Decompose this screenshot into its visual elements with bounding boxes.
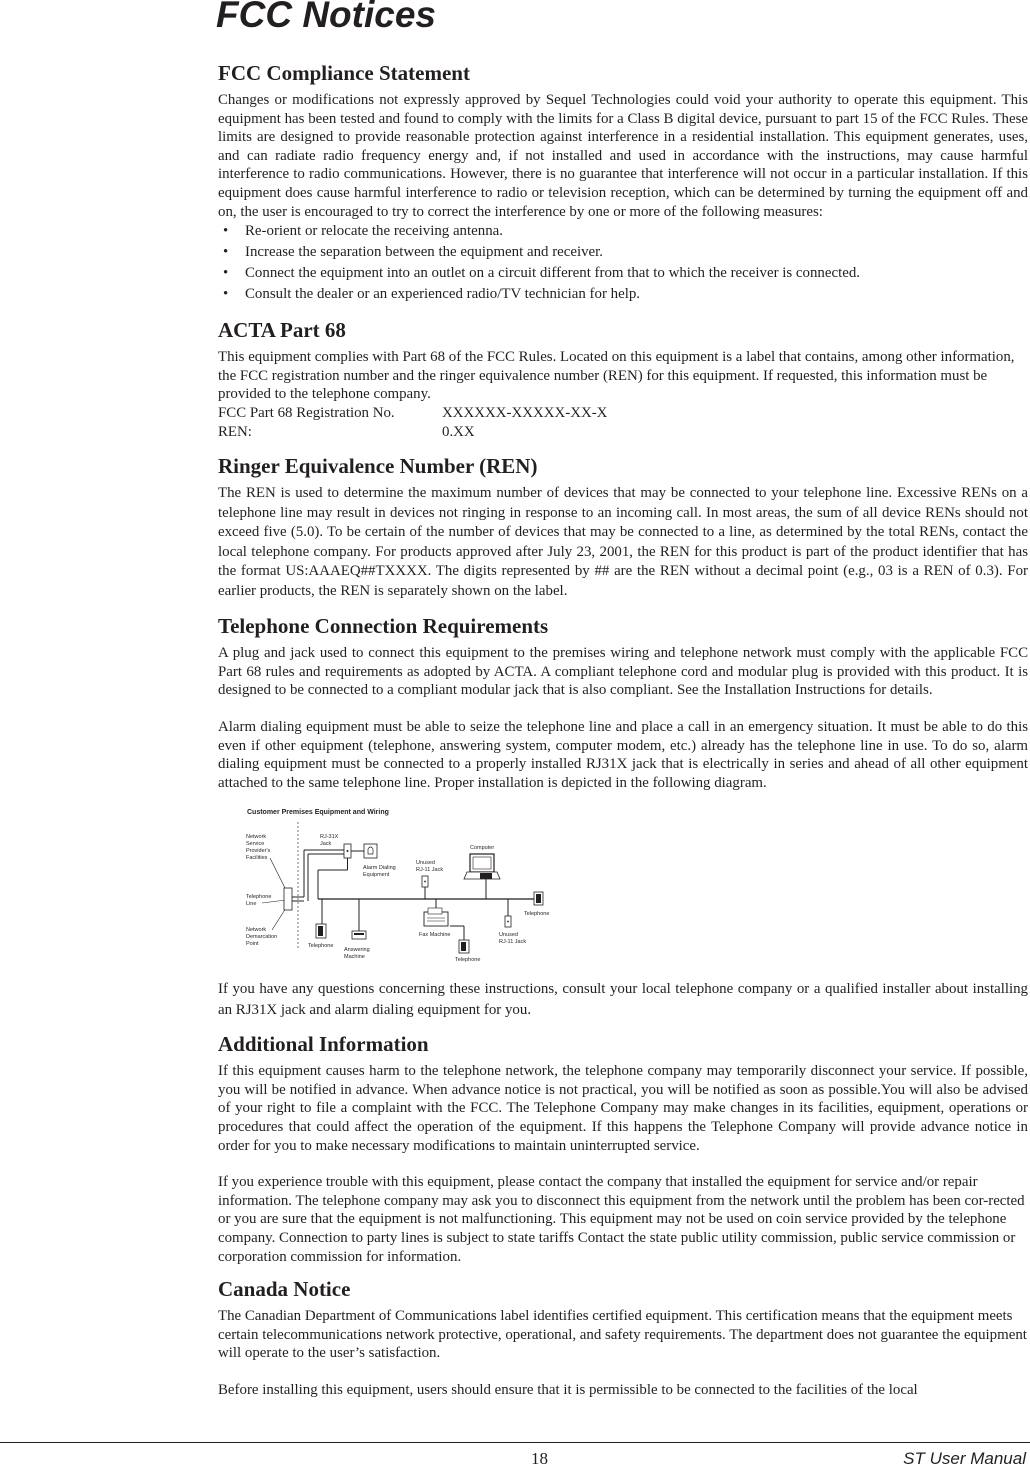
acta-section	[218, 317, 1028, 441]
ren-body: The REN is used to determine the maximum number of devices that may be connected to your telephone line. Excessive RENs on a telephone line may result in devices not ringing in response to an incoming call. In most areas, the sum of all device RENs should not exceed five (5.0). To be certain of the number of devices that may be connected to a line, as determined by the total RENs, contact the local telephone company. For products approved after July 23, 2001, the REN for this product is part of the product identifier that has the format US:AAAEQ##TXXXX. The digits represented by ## are the REN without a decimal point (e.g., 03 is a REN of 0.3). For earlier products, the REN is separately shown on the label.	[218, 485, 1028, 599]
registration-label: FCC Part 68 Registration No.	[218, 404, 395, 421]
additional-para-2: If you experience trouble with this equipment, please contact the company that installed the equipment for service and/or repair information. The telephone company may ask you to disconnect this equipment from the network until the problem has been cor-rected or you are sure that the equipment is not malfunctioning. This equipment may not be used on coin service provided by the telephone company. Connection to party lines is subject to state tariffs Contact the state public utility commission, public service commission or corporation commission for information.	[218, 1174, 1025, 1265]
ren-row	[218, 423, 1028, 442]
rj31x-label-1: RJ-31X	[320, 834, 339, 841]
answering-machine-slot	[354, 933, 364, 935]
canada-para-2: Before installing this equipment, users should ensure that it is permissible to be connected to the facilities of the local	[218, 1382, 918, 1398]
fax-paper	[428, 908, 442, 914]
bullet-icon: •	[223, 223, 229, 240]
answering-label-1: Answering	[344, 947, 370, 954]
telephone-bottom-label: Telephone	[455, 957, 481, 964]
telephone-section	[218, 613, 1028, 1021]
page-title: FCC Notices	[216, 0, 436, 35]
telline-label-2: Line	[246, 901, 257, 908]
list-item-text: Increase the separation between the equipment and receiver.	[245, 244, 604, 261]
demarcation-box	[284, 888, 292, 910]
fcc-compliance-heading: FCC Compliance Statement	[218, 61, 470, 85]
list-item-text: Re-orient or relocate the receiving antenna.	[245, 223, 503, 240]
demarc-label-2: Demarcation	[246, 934, 278, 941]
jack-pin	[424, 881, 426, 883]
document-body	[218, 60, 1028, 1400]
jack-pin	[347, 850, 349, 852]
demarc-label-1: Network	[246, 927, 267, 934]
canada-heading: Canada Notice	[218, 1277, 351, 1302]
nsp-label-2: Service	[246, 841, 265, 848]
telephone-para-3: If you have any questions concerning these instructions, consult your local telephone company or a qualified installer about installing an RJ31X jack and alarm dialing equipment for you.	[218, 981, 1028, 1019]
telephone-para-2: Alarm dialing equipment must be able to seize the telephone line and place a call in an emergency situation. It must be able to do this even if other equipment (telephone, answering system, computer modem, etc.) already has the telephone line in use. To do so, alarm dialing equipment must be connected to a properly installed RJ31X jack that is electrically in series and ahead of all other equipment attached to the same telephone line. Proper installation is depicted in the following diagram.	[218, 718, 1028, 791]
wiring-diagram	[218, 800, 568, 965]
unused-jack-2-label-1: Unused	[499, 932, 518, 939]
alarm-label-2: Equipment	[363, 872, 390, 879]
handset	[536, 894, 541, 903]
list-item	[218, 263, 1028, 284]
bullet-icon: •	[223, 265, 229, 282]
list-item-text: Connect the equipment into an outlet on a circuit different from that to which the receiver is connected.	[245, 265, 860, 282]
computer-label: Computer	[470, 845, 495, 852]
nsp-label-1: Network	[246, 834, 267, 841]
acta-heading: ACTA Part 68	[218, 318, 346, 343]
telephone-right-label: Telephone	[524, 911, 550, 918]
leader-line	[270, 858, 286, 890]
interference-measures-list	[218, 221, 1028, 305]
additional-para-1: If this equipment causes harm to the telephone network, the telephone company may temporarily disconnect your service. If possible, you will be notified in advance. When advance notice is not practical, you will be notified as soon as possible.You will also be advised of your right to file a complaint with the FCC. The Telephone Company may make changes in its facilities, equipment, operations or procedures that could affect the operation of the equipment. If this happens the Telephone Company will provide advance notice in order for you to make necessary modifications to maintain uninterrupted service.	[218, 1063, 1028, 1154]
manual-name: ST User Manual	[903, 1449, 1026, 1468]
additional-section	[218, 1031, 1028, 1266]
answering-label-2: Machine	[344, 954, 365, 961]
computer-screen	[473, 857, 491, 869]
computer-base	[480, 873, 492, 879]
list-item	[218, 242, 1028, 263]
footer-divider	[0, 1442, 1030, 1443]
unused-jack-2-label-2: RJ-11 Jack	[499, 939, 527, 946]
handset	[461, 942, 466, 951]
diagram-title: Customer Premises Equipment and Wiring	[247, 809, 389, 817]
bullet-icon: •	[223, 286, 229, 303]
fax-label: Fax Machine	[419, 932, 451, 939]
unused-jack-1-label-1: Unused	[416, 860, 435, 867]
alarm-dialer-icon	[364, 844, 377, 858]
ren-section	[218, 453, 1028, 601]
unused-jack-1-label-2: RJ-11 Jack	[416, 867, 444, 874]
fcc-compliance-section	[218, 60, 1028, 305]
jack-pin	[507, 921, 509, 923]
leader-line	[272, 908, 286, 930]
telephone-para-1: A plug and jack used to connect this equipment to the premises wiring and telephone network must comply with the applicable FCC Part 68 rules and requirements as adopted by ACTA. A compliant telephone cord and modular plug is provided with this product. It is designed to be connected to a compliant modular jack that is also compliant. See the Installation Instructions for details.	[218, 645, 1028, 699]
demarc-label-3: Point	[246, 941, 259, 948]
alarm-label-1: Alarm Dialing	[363, 865, 396, 872]
list-item-text: Consult the dealer or an experienced radio/TV technician for help.	[245, 286, 641, 303]
leader-line	[262, 900, 286, 903]
registration-row	[218, 404, 1028, 423]
ren-heading: Ringer Equivalence Number (REN)	[218, 454, 538, 479]
ren-value: 0.XX	[442, 423, 475, 440]
bullet-icon: •	[223, 244, 229, 261]
page-number: 18	[531, 1449, 548, 1468]
rj31x-label-2: Jack	[320, 841, 332, 848]
list-item	[218, 284, 1028, 305]
handset	[318, 926, 323, 936]
list-item	[218, 221, 1028, 242]
canada-section	[218, 1276, 1028, 1399]
registration-value: XXXXXX-XXXXX-XX-X	[442, 404, 608, 421]
acta-body: This equipment complies with Part 68 of the FCC Rules. Located on this equipment is a label that contains, among other information, the FCC registration number and the ringer equivalence number (REN) for this equipment. If requested, this information must be provided to the telephone company.	[218, 349, 1015, 403]
telephone-left-label: Telephone	[308, 943, 334, 950]
nsp-label-4: Facilities	[246, 855, 268, 862]
telline-label-1: Telephone	[246, 894, 272, 901]
telephone-heading: Telephone Connection Requirements	[218, 614, 549, 639]
nsp-label-3: Provider's	[246, 848, 271, 855]
canada-para-1: The Canadian Department of Communications label identifies certified equipment. This certification means that the equipment meets certain telecommunications network protective, operational, and safety requirements. The department does not guarantee the equipment will operate to the user’s satisfaction.	[218, 1308, 1027, 1362]
fcc-compliance-body: Changes or modifications not expressly approved by Sequel Technologies could void your authority to operate this equipment. This equipment has been tested and found to comply with the limits for a Class B digital device, pursuant to part 15 of the FCC Rules. These limits are designed to provide reasonable protection against interference in a residential installation. This equipment generates, uses, and can radiate radio frequency energy and, if not installed and used in accordance with the instructions, may cause harmful interference to radio communications. However, there is no guarantee that interference will not occur in a particular installation. If this equipment does cause harmful interference to radio or television reception, which can be determined by turning the equipment off and on, the user is encouraged to try to correct the interference by one or more of the following measures:	[218, 92, 1028, 220]
additional-heading: Additional Information	[218, 1032, 429, 1057]
ren-label: REN:	[218, 423, 252, 440]
